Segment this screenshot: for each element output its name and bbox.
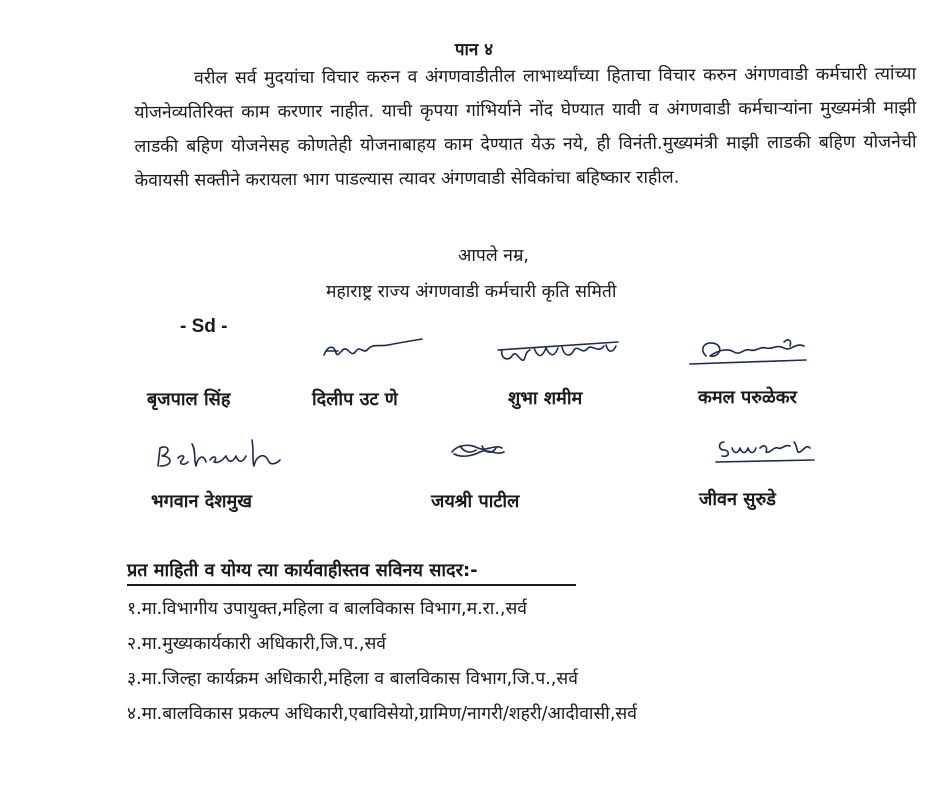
- closing-salutation: आपले नम्र,: [458, 246, 529, 266]
- signature-jeevan: [714, 432, 818, 466]
- copy-to-item-4: ४.मा.बालविकास प्रकल्प अधिकारी,एबाविसेयो,ग्रामिण/नागरी/शहरी/आदीवासी,सर्व: [127, 704, 637, 724]
- signature-shubha: [494, 336, 624, 370]
- signatory-name-7: जीवन सुरुडे: [699, 489, 776, 510]
- copy-to-item-2: २.मा.मुख्यकार्यकारी अधिकारी,जि.प.,सर्व: [127, 634, 387, 654]
- signature-jayshree: [448, 438, 508, 462]
- signature-kamal: [688, 334, 816, 368]
- signatory-name-1: बृजपाल सिंह: [147, 389, 231, 410]
- copy-to-item-1: १.मा.विभागीय उपायुक्त,महिला व बालविकास विभाग,म.रा.,सर्व: [127, 599, 528, 619]
- signatory-name-5: भगवान देशमुख: [151, 491, 253, 512]
- signatory-name-2: दिलीप उट णे: [312, 389, 398, 410]
- signature-dilip: [318, 335, 428, 365]
- sd-mark: - Sd -: [180, 316, 228, 337]
- signatory-name-6: जयश्री पाटील: [431, 491, 520, 512]
- signatory-name-4: कमल परुळेकर: [698, 387, 797, 408]
- copy-to-title: प्रत माहिती व योग्य त्या कार्यवाहीस्तव सविनय सादर:-: [127, 560, 478, 581]
- page-number: पान ४: [454, 40, 494, 60]
- closing-organization: महाराष्ट्र राज्य अंगणवाडी कर्मचारी कृति समिती: [326, 282, 617, 302]
- copy-to-item-3: ३.मा.जिल्हा कार्यक्रम अधिकारी,महिला व बालविकास विभाग,जि.प.,सर्व: [127, 669, 578, 689]
- copy-to-underline: [127, 584, 576, 586]
- signature-bhagwan: [152, 436, 292, 476]
- signatory-name-3: शुभा शमीम: [508, 388, 583, 409]
- body-paragraph: वरील सर्व मुदयांचा विचार करुन व अंगणवाडीतील लाभार्थ्यांच्या हिताचा विचार करुन अंगणवाडी कर्मचारी त्यांच्या योजनेव्यतिरिक्त काम करणार नाहीत. याची कृपया गांभिर्याने नोंद घेण्यात यावी व अंगणवाडी कर्मचाऱ्यांना मुख्यमंत्री माझी लाडकी बहिण योजनेसह कोणतेही योजनाबाहय काम देण्यात येऊ नये, ही विनंती.मुख्यमंत्री माझी लाडकी बहिण योजनेची केवायसी सक्तीने करायला भाग पाडल्यास त्यावर अंगणवाडी सेविकांचा बहिष्कार राहील.: [134, 64, 917, 191]
